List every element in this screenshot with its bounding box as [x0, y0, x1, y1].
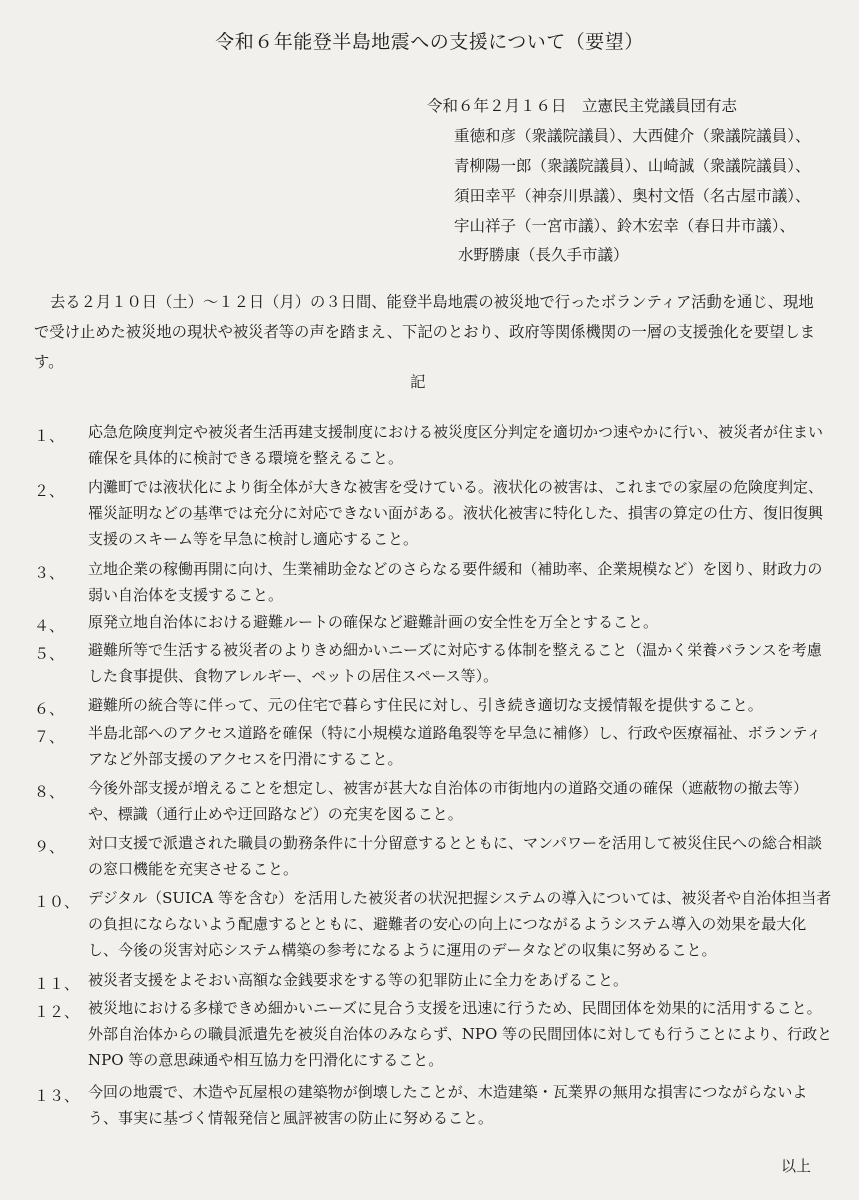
item-number: ５、	[34, 645, 65, 663]
item-number: １０、	[34, 893, 80, 911]
item-number: ４、	[34, 617, 65, 635]
item-number: ３、	[34, 564, 65, 582]
intro-paragraph: 去る２月１０日（土）～１２日（月）の３日間、能登半島地震の被災地で行ったボランティア活動を通じ、現地で受け止めた被災地の現状や被災者等の声を踏まえ、下記のとおり、政府等関係機関の一層の支援強化を要望します。	[34, 293, 816, 371]
item-text: 今回の地震で、木造や瓦屋根の建築物が倒壊したことが、木造建築・瓦業界の無用な損害につながらないよう、事実に基づく情報発信と風評被害の防止に努めること。	[88, 1083, 808, 1127]
document-title: 令和６年能登半島地震への支援について（要望）	[215, 31, 644, 53]
item-text: 避難所の統合等に伴って、元の住宅で暮らす住民に対し、引き続き適切な支援情報を提供すること。	[88, 696, 763, 714]
item-text: 被災者支援をよそおい高額な金銭要求をする等の犯罪防止に全力をあげること。	[88, 971, 629, 989]
item-text: デジタル（SUICA 等を含む）を活用した被災者の状況把握システムの導入については、被災者や自治体担当者の負担にならないよう配慮するとともに、避難者の安心の向上につながるようシステム導入の効果を最大化し、今後の災害対応システム構築の参考になるように運用のデータなどの収集に努めること。	[88, 889, 832, 959]
item-number: １２、	[34, 1003, 80, 1021]
item-text: 今後外部支援が増えることを想定し、被害が甚大な自治体の市街地内の道路交通の確保（遮蔽物の撤去等）や、標識（通行止めや迂回路など）の充実を図ること。	[88, 779, 809, 823]
item-text: 応急危険度判定や被災者生活再建支援制度における被災度区分判定を適切かつ速やかに行い、被災者が住まい確保を具体的に検討できる環境を整えること。	[88, 423, 824, 467]
members-line: 青柳陽一郎（衆議院議員）、山崎誠（衆議院議員）、	[454, 157, 811, 175]
item-number: ９、	[34, 838, 65, 856]
item-number: ６、	[34, 700, 65, 718]
item-number: １１、	[34, 975, 80, 993]
item-number: ７、	[34, 728, 65, 746]
item-text: 内灘町では液状化により街全体が大きな被害を受けている。液状化の被害は、これまでの家屋の危険度判定、罹災証明などの基準では充分に対応できない面がある。液状化被害に特化した、損害の算定の仕方、復旧復興支援のスキーム等を早急に検討し適応すること。	[88, 478, 824, 548]
item-number: １３、	[34, 1087, 80, 1105]
item-text: 原発立地自治体における避難ルートの確保など避難計画の安全性を万全とすること。	[88, 613, 659, 631]
date-and-organization: 令和６年２月１６日 立憲民主党議員団有志	[427, 97, 738, 115]
ki-heading: 記	[410, 373, 426, 391]
members-line: 須田幸平（神奈川県議）、奥村文悟（名古屋市議）、	[454, 187, 811, 205]
item-number: ２、	[34, 482, 65, 500]
members-line: 宇山祥子（一宮市議）、鈴木宏幸（春日井市議）、	[454, 217, 796, 235]
members-line: 水野勝康（長久手市議）	[458, 246, 629, 264]
members-line: 重徳和彦（衆議院議員）、大西健介（衆議院議員）、	[454, 127, 811, 145]
item-text: 避難所等で生活する被災者のよりきめ細かいニーズに対応する体制を整えること（温かく栄養バランスを考慮した食事提供、食物アレルギー、ペットの居住スペース等）。	[88, 641, 822, 685]
item-text: 立地企業の稼働再開に向け、生業補助金などのさらなる要件緩和（補助率、企業規模など）を図り、財政力の弱い自治体を支援すること。	[88, 560, 823, 604]
item-number: ８、	[34, 783, 65, 801]
item-text: 被災地における多様できめ細かいニーズに見合う支援を迅速に行うため、民間団体を効果的に活用すること。外部自治体からの職員派遣先を被災自治体のみならず、NPO 等の民間団体に対しても行うことにより、行政と NPO 等の意思疎通や相互協力を円滑化にすること。	[88, 999, 833, 1069]
item-number: １、	[34, 427, 65, 445]
item-text: 対口支援で派遣された職員の勤務条件に十分留意するとともに、マンパワーを活用して被災住民への総合相談の窓口機能を充実させること。	[88, 834, 822, 878]
closing-mark: 以上	[780, 1157, 811, 1175]
item-text: 半島北部へのアクセス道路を確保（特に小規模な道路亀裂等を早急に補修）し、行政や医療福祉、ボランティアなど外部支援のアクセスを円滑にすること。	[88, 724, 822, 768]
